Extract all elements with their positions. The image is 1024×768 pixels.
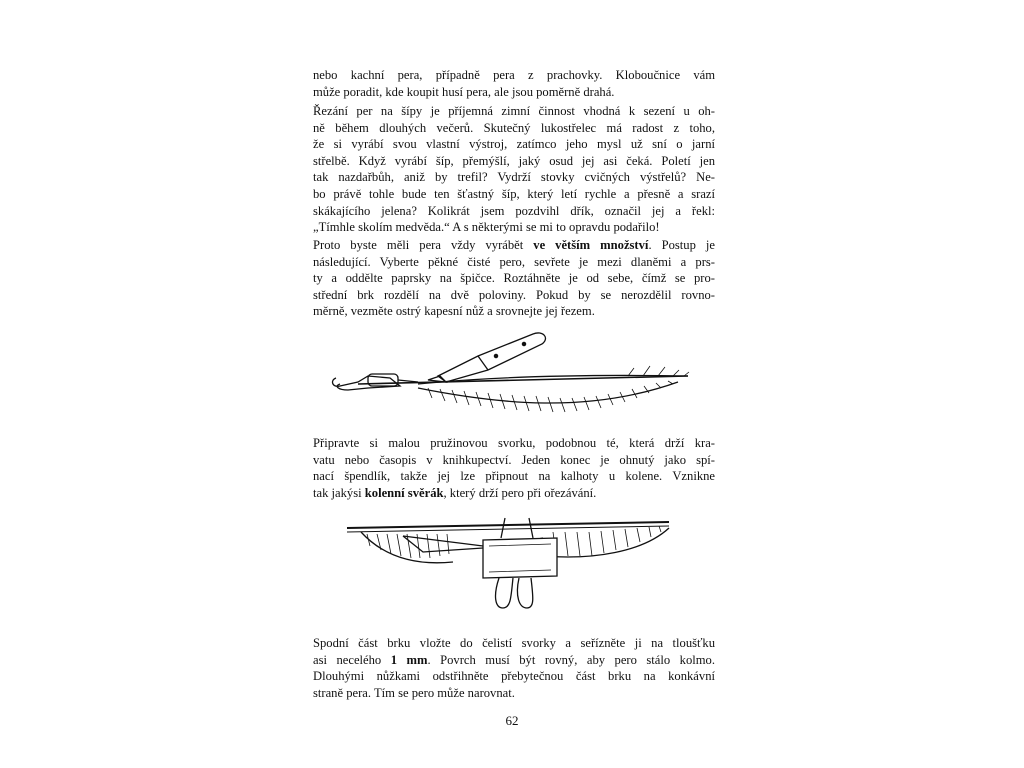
- text-run: bo právě tohle bude ten šťastný šíp, který letí rychle a přesně a srazí: [313, 186, 715, 201]
- text-line: [313, 685, 715, 702]
- paragraph-1: [313, 67, 715, 100]
- text-run: skákajícího jelena? Kolikrát jsem pozdvihl dřík, označil jej a řekl:: [313, 203, 715, 218]
- text-run: . Postup je: [648, 238, 715, 252]
- text-line: [313, 219, 715, 236]
- text-run: může poradit, kde koupit husí pera, ale jsou poměrně drahá.: [313, 84, 615, 99]
- text-line: [313, 668, 715, 685]
- text-run: „Tímhle skolím medvěda.“ A s některými se mi to opravdu podařilo!: [313, 220, 660, 235]
- text-line: [313, 84, 715, 101]
- text-run: asi necelého: [313, 652, 391, 667]
- text-run: Řezání per na šípy je příjemná zimní činnost vhodná k sezení u oh-: [313, 104, 715, 118]
- text-run: nací špendlík, takže jej lze připnout na kalhoty u kolene. Vznikne: [313, 469, 715, 484]
- text-run: ty a oddělte paprsky na špičce. Roztáhněte je od sebe, čímž se pro-: [313, 271, 715, 286]
- text-run: straně pera. Tím se pero může narovnat.: [313, 685, 515, 700]
- text-line: [313, 254, 715, 271]
- text-run: nebo kachní pera, případně pera z prachovky. Kloboučnice vám: [313, 68, 715, 82]
- text-run: Proto byste měli pera vždy vyrábět: [313, 238, 534, 252]
- text-line: [313, 67, 715, 84]
- text-line: [313, 103, 715, 120]
- text-line: [313, 303, 715, 320]
- text-run: střelbě. Když vyrábí šíp, přemýšlí, jaký osud jej asi čeká. Poletí jen: [313, 153, 715, 168]
- paragraph-3: [313, 237, 715, 320]
- text-line: [313, 652, 715, 669]
- text-line: [313, 270, 715, 287]
- text-run: že si vyrábí svou vlastní výstroj, zatímco jeho mysl už sní o jarní: [313, 137, 715, 152]
- text-line: [313, 635, 715, 652]
- feather-in-binder-clip-figure: [343, 516, 673, 612]
- text-line: [313, 435, 715, 452]
- text-run: měrně, vezměte ostrý kapesní nůž a srovnejte jej řezem.: [313, 304, 595, 319]
- text-run: ně během dlouhých večerů. Skutečný lukostřelec má radost z toho,: [313, 120, 715, 135]
- text-run: tak jakýsi: [313, 485, 365, 500]
- text-run: Spodní část brku vložte do čelistí svorky a seřízněte ji na tloušťku: [313, 636, 715, 650]
- bold-term: ve větším množství: [533, 238, 649, 252]
- text-run: , který drží pero při ořezávání.: [443, 485, 597, 500]
- text-run: následující. Vyberte pěkné čisté pero, sevřete je mezi dlaněmi a prs-: [313, 254, 715, 269]
- paragraph-4: [313, 435, 715, 501]
- knife-cutting-feather-figure: [328, 326, 698, 418]
- bold-term: kolenní svěrák: [364, 485, 444, 500]
- page-number: 62: [505, 713, 519, 728]
- text-line: [313, 485, 715, 502]
- text-line: [313, 203, 715, 220]
- text-line: [313, 287, 715, 304]
- text-run: Připravte si malou pružinovou svorku, podobnou té, která drží kra-: [313, 436, 715, 450]
- text-run: střední brk rozdělí na dvě poloviny. Pokud by se nerozdělil rovno-: [313, 287, 715, 302]
- text-run: vatu nebo časopis v knihkupectví. Jeden konec je ohnutý jako spí-: [313, 452, 715, 467]
- text-line: [313, 186, 715, 203]
- text-line: [313, 468, 715, 485]
- text-line: [313, 452, 715, 469]
- text-line: [313, 120, 715, 137]
- text-line: [313, 237, 715, 254]
- paragraph-5: [313, 635, 715, 701]
- text-line: [313, 153, 715, 170]
- text-run: tak nazdařbůh, aniž by trefil? Vydrží stovky cvičných výstřelů? Ne-: [313, 170, 715, 185]
- bold-term: 1 mm: [390, 652, 428, 667]
- text-run: . Povrch musí být rovný, aby pero stálo kolmo.: [427, 652, 715, 667]
- paragraph-2: [313, 103, 715, 236]
- text-line: [313, 136, 715, 153]
- text-line: [313, 169, 715, 186]
- text-run: Dlouhými nůžkami odstřihněte přebytečnou část brku na konkávní: [313, 669, 715, 684]
